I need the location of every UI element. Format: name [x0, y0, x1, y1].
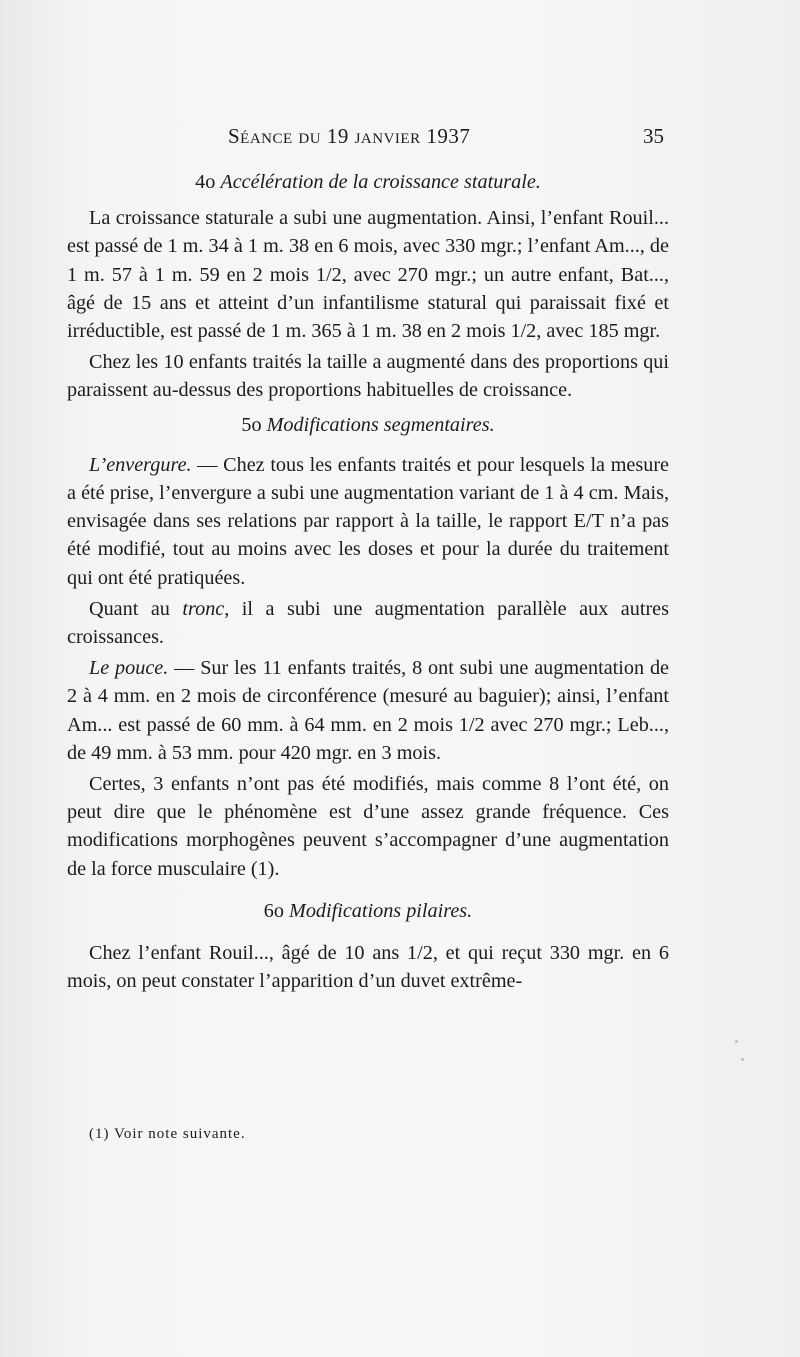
paragraph-text: — Chez tous les enfants traités et pour lesquels la mesure a été prise, l’envergure a subi une augmentation variant de 1 à 4 cm. Mais, envisagée dans ses relations par rapport à la taille, le rapport E/T n’a pas été modifié, tout au moins avec les doses et pour la durée du traitement qui ont été pratiquées.	[67, 453, 669, 589]
paragraph-pouce	[67, 654, 669, 767]
paragraph: La croissance staturale a subi une augmentation. Ainsi, l’enfant Rouil... est passé de 1 m. 34 à 1 m. 38 en 6 mois, avec 330 mgr.; l’enfant Am..., de 1 m. 57 à 1 m. 59 en 2 mois 1/2, avec 270 mgr.; un autre enfant, Bat..., âgé de 15 ans et atteint d’un infantilisme statural qui paraissait fixé et irréductible, est passé de 1 m. 365 à 1 m. 38 en 2 mois 1/2, avec 185 mgr.	[67, 207, 669, 343]
term-tronc: tronc	[182, 597, 225, 620]
paragraph-text: — Sur les 11 enfants traités, 8 ont subi une augmentation de 2 à 4 mm. en 2 mois de circonférence (mesuré au baguier); ainsi, l’enfant Am... est passé de 60 mm. à 64 mm. en 2 mois 1/2 avec 270 mgr.; Leb..., de 49 mm. à 53 mm. pour 420 mgr. en 3 mois.	[67, 657, 669, 764]
section-number: 4o	[195, 171, 216, 193]
body-text	[67, 168, 669, 998]
section-heading-5	[67, 411, 669, 439]
section-title: Modifications segmentaires.	[266, 413, 495, 436]
scan-speck	[735, 1040, 738, 1043]
paragraph-tronc	[67, 595, 669, 651]
term-envergure: L’envergure.	[89, 453, 192, 476]
page-number: 35	[643, 124, 664, 148]
paragraph: Chez l’enfant Rouil..., âgé de 10 ans 1/2, et qui reçut 330 mgr. en 6 mois, on peut constater l’apparition d’un duvet extrême-	[67, 942, 669, 993]
term-pouce: Le pouce.	[89, 657, 169, 680]
section-number: 5o	[241, 413, 262, 436]
footnote: (1) Voir note suivante.	[89, 1126, 246, 1142]
running-title: Séance du 19 janvier 1937	[228, 124, 471, 148]
paragraph: Certes, 3 enfants n’ont pas été modifiés, mais comme 8 l’ont été, on peut dire que le phénomène est d’une assez grande fréquence. Ces modifications morphogènes peuvent s’accompagner d’une augmentation de la force musculaire (1).	[67, 773, 669, 880]
running-head	[0, 122, 800, 152]
section-title: Accélération de la croissance staturale.	[220, 171, 541, 193]
section-heading-6	[67, 897, 669, 925]
scan-speck	[741, 1058, 744, 1061]
section-heading-4	[67, 168, 669, 196]
section-number: 6o	[263, 899, 284, 922]
paragraph: Chez les 10 enfants traités la taille a augmenté dans des proportions qui paraissent au-dessus des proportions habituelles de croissance.	[67, 351, 669, 402]
paragraph-envergure	[67, 451, 669, 592]
paragraph-text: , il a subi une augmentation parallèle aux autres croissances.	[67, 597, 669, 649]
paragraph-text: Quant au	[89, 597, 183, 620]
section-title: Modifications pilaires.	[289, 899, 473, 922]
